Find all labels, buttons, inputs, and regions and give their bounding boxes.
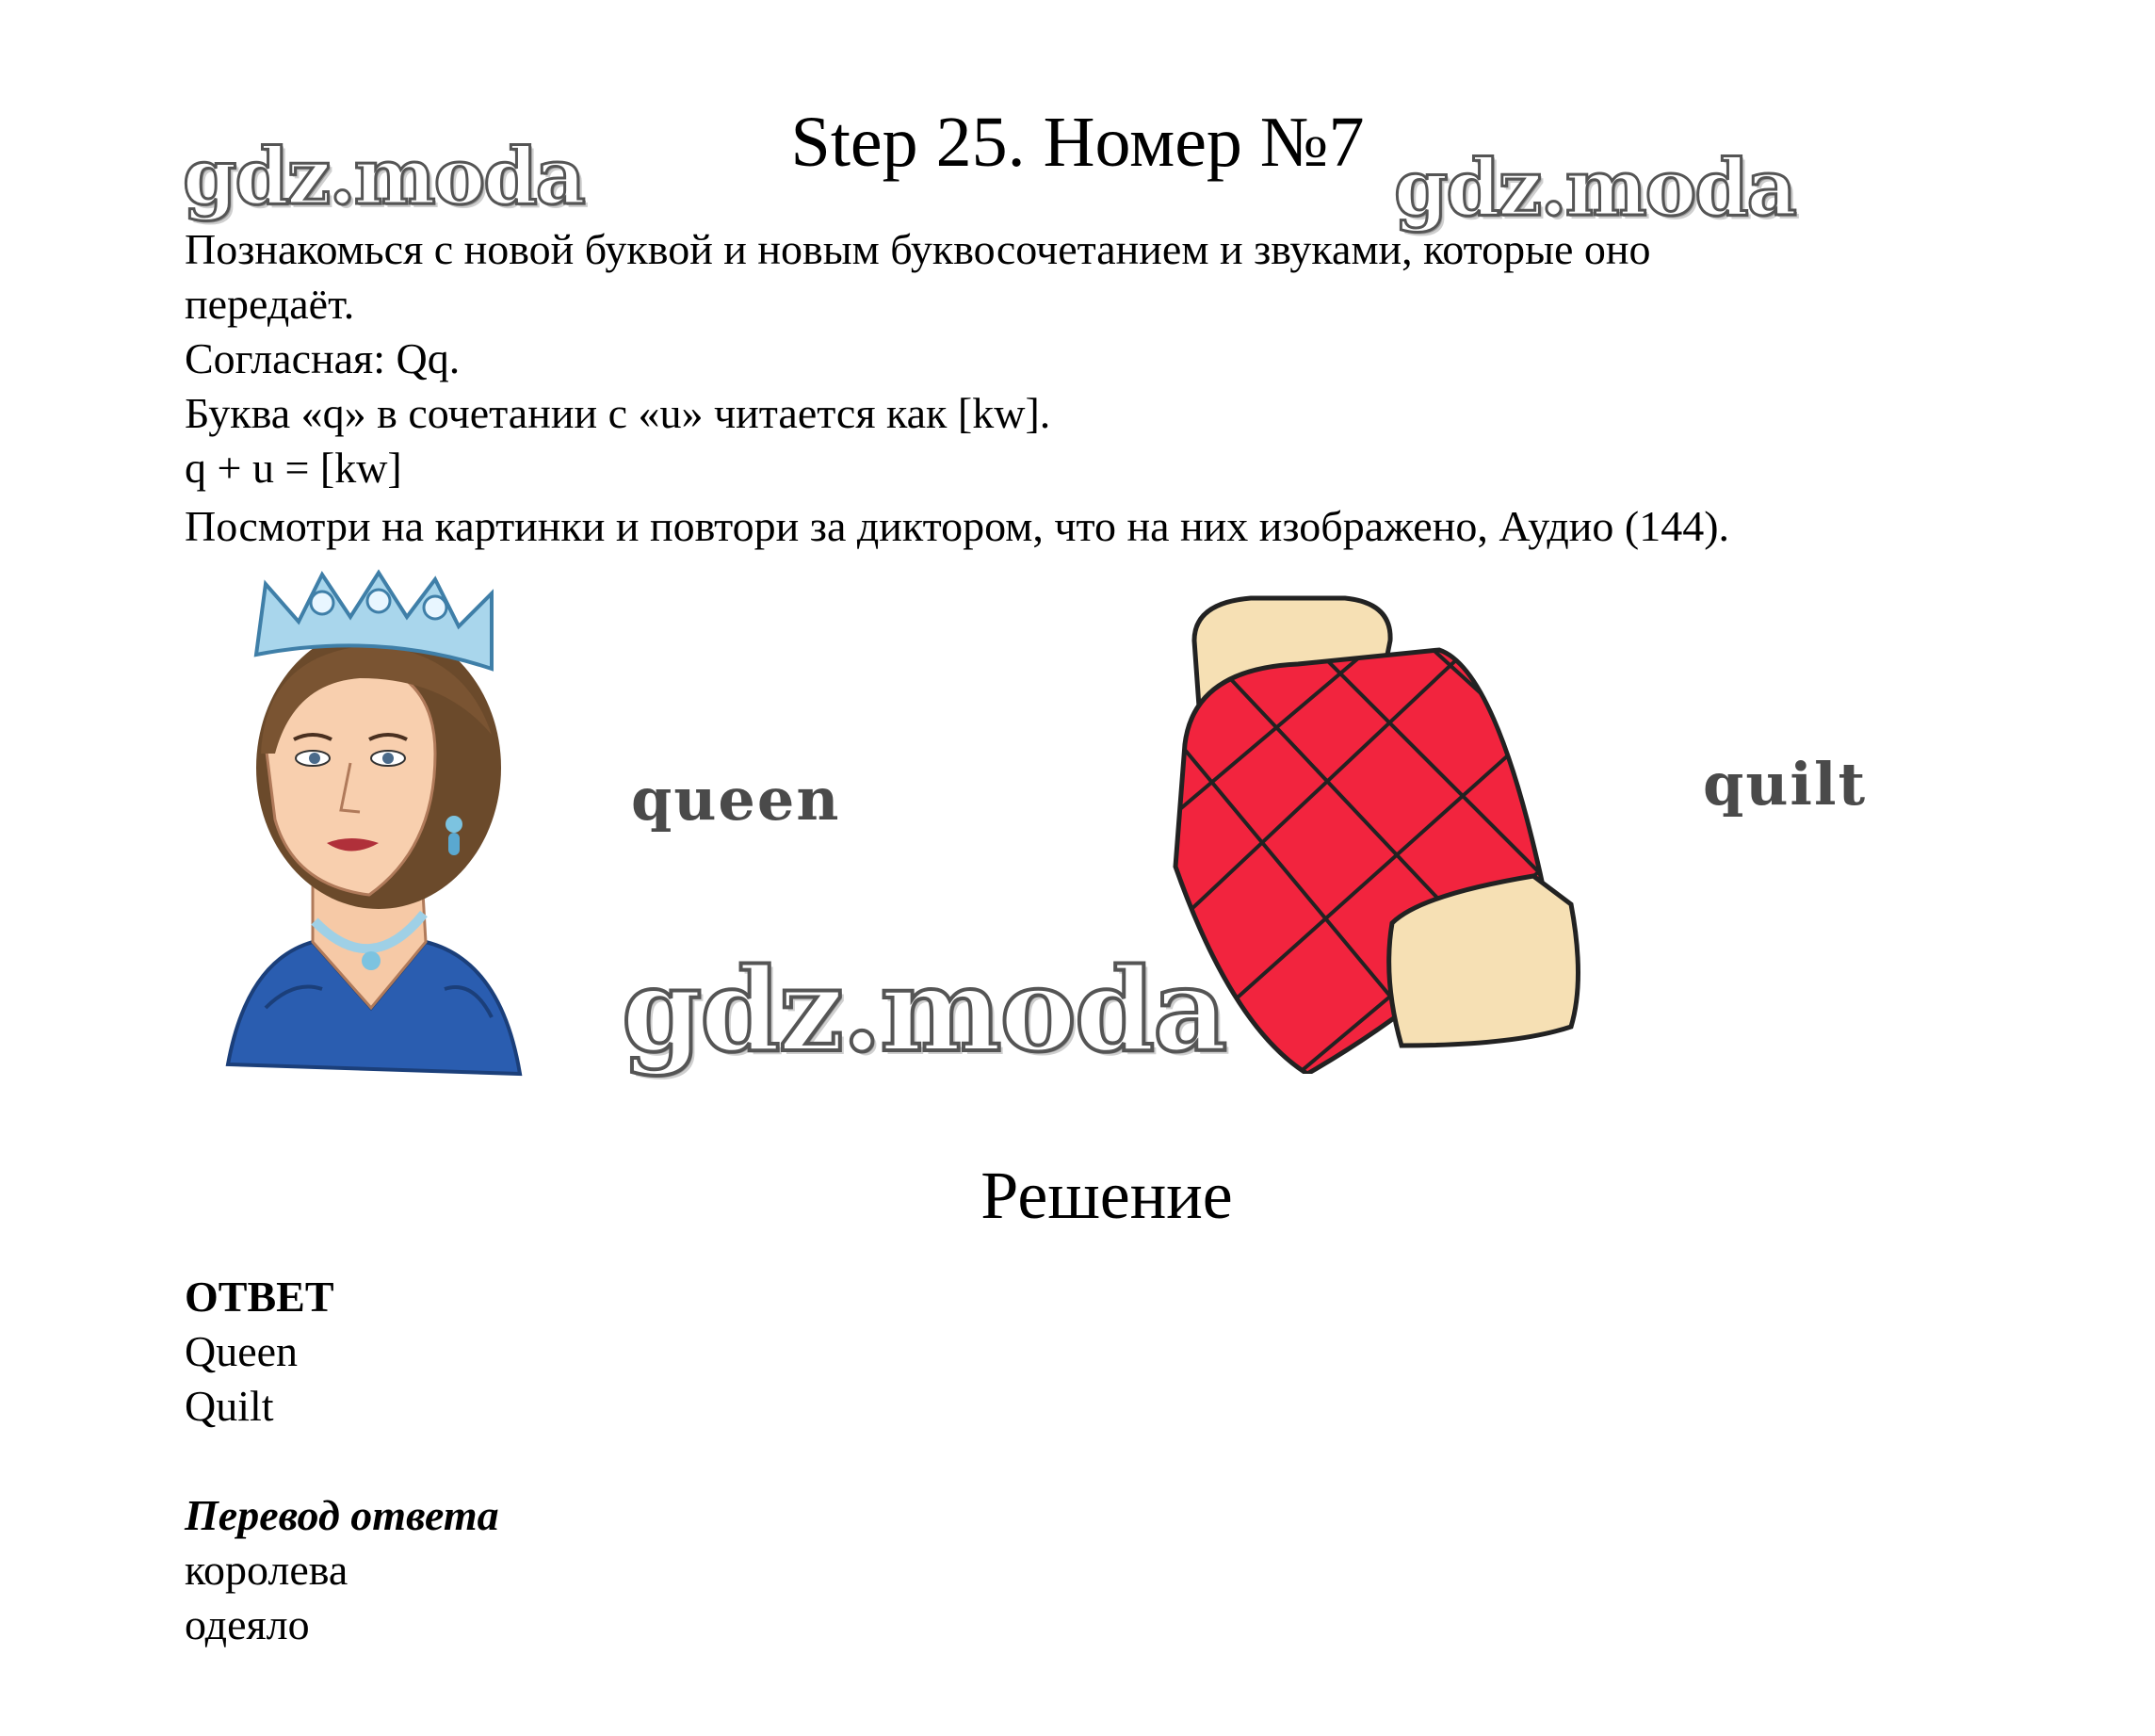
task-line-3: Согласная: Qq. <box>185 334 461 382</box>
answer-2: Quilt <box>185 1382 274 1430</box>
watermark-top-right: gdz.moda <box>1394 143 1795 234</box>
task-line-4: Буква «q» в сочетании с «u» читается как [kw]. <box>185 389 1051 437</box>
answer-label: ОТВЕТ <box>185 1273 334 1321</box>
queen-label: queen <box>631 765 841 834</box>
task-line-1: Познакомься с новой буквой и новым буквосочетанием и звуками, которые оно <box>185 225 1651 273</box>
translation-2: одеяло <box>185 1600 310 1648</box>
page-title: Step 25. Номер №7 <box>790 103 1365 182</box>
task-line-2: передаёт. <box>185 280 355 328</box>
translation-label: Перевод ответа <box>185 1491 499 1539</box>
quilt-label: quilt <box>1703 750 1868 819</box>
translation-1: королева <box>185 1546 348 1594</box>
queen-illustration <box>209 565 533 1093</box>
answer-1: Queen <box>185 1327 299 1375</box>
solution-heading: Решение <box>980 1158 1233 1233</box>
watermark-center: gdz.moda <box>622 942 1226 1078</box>
task-line-5: q + u = [kw] <box>185 444 402 492</box>
watermark-top-left: gdz.moda <box>183 132 584 222</box>
task-line-6: Посмотри на картинки и повтори за диктором, что на них изображено, Аудио (144). <box>185 502 1730 550</box>
